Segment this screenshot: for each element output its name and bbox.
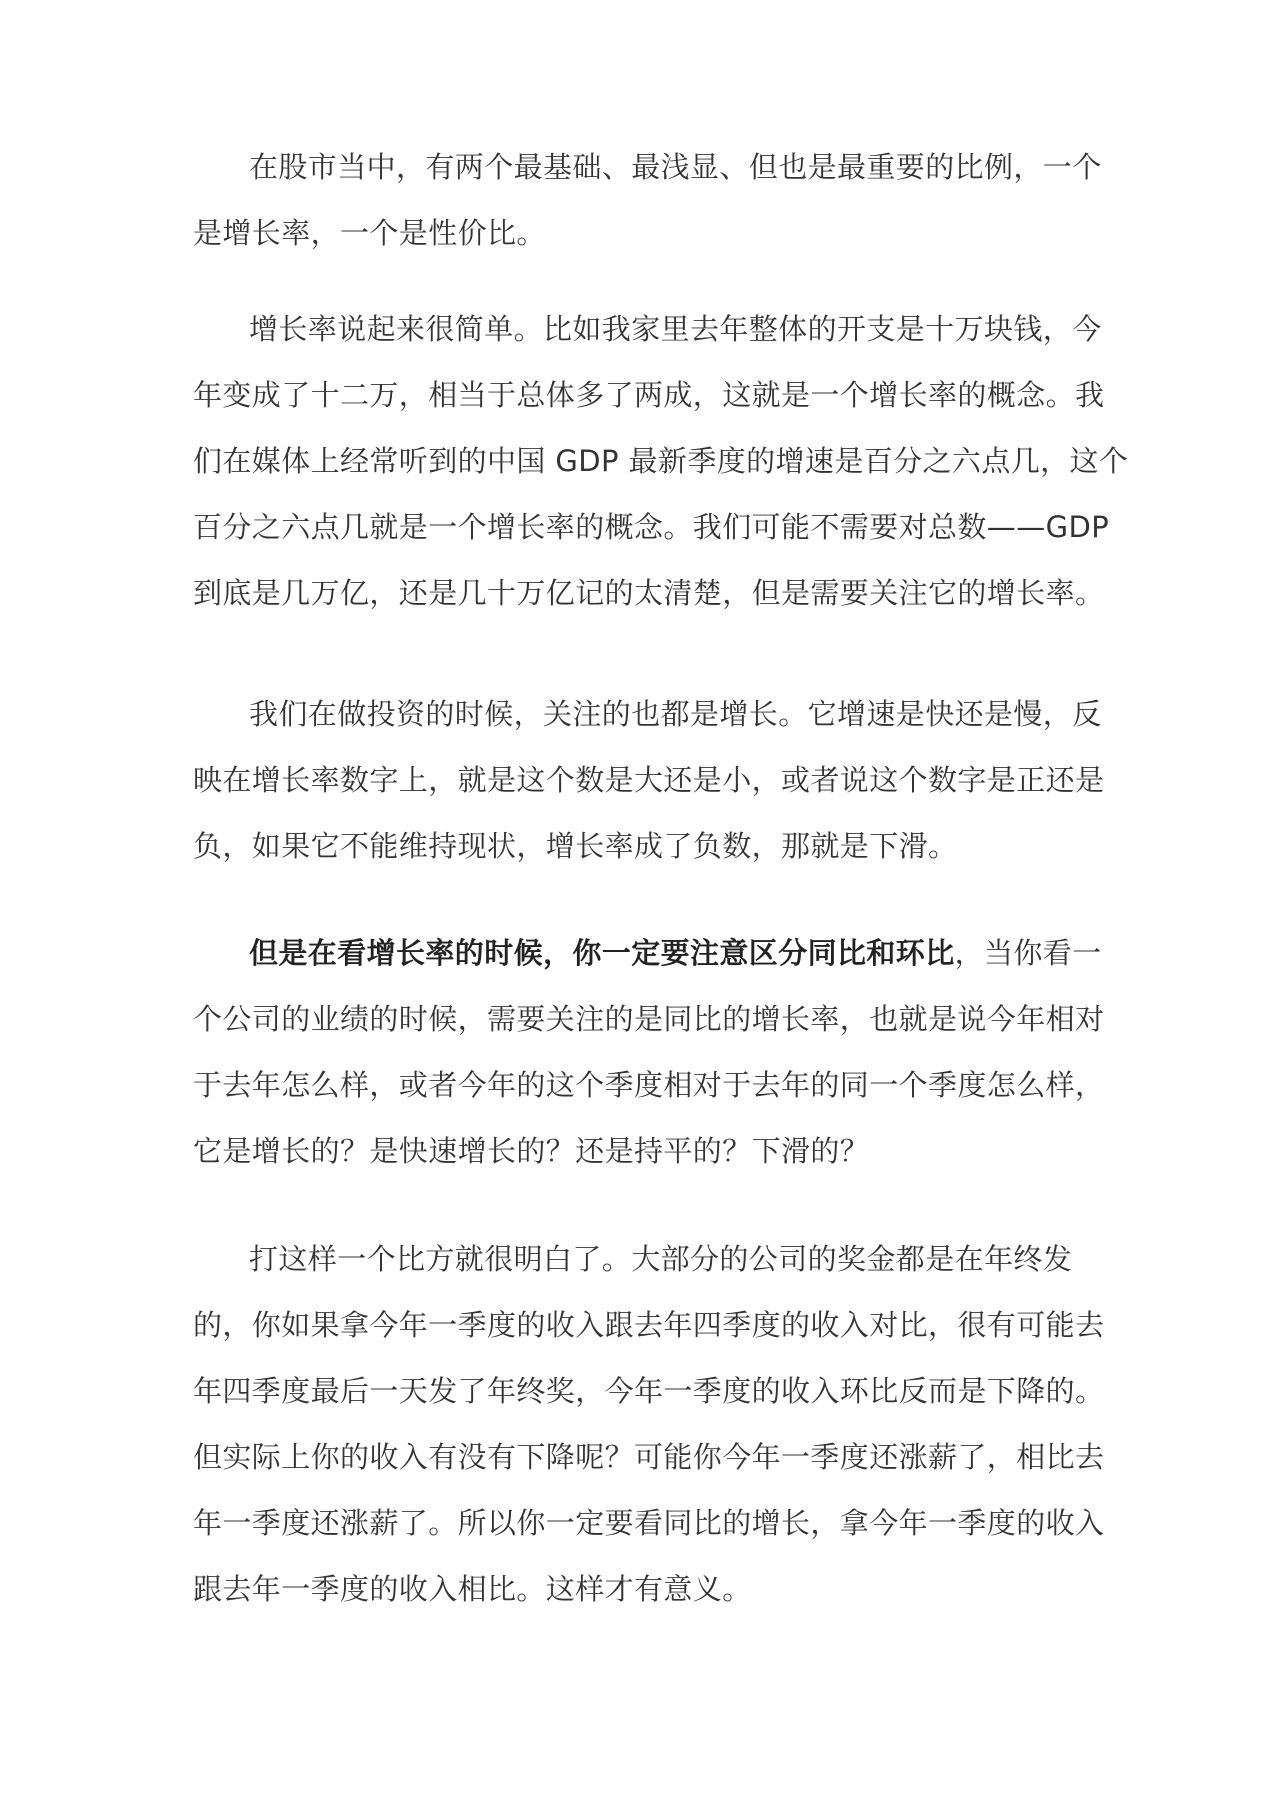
paragraph-line: 们在媒体上经常听到的中国 GDP 最新季度的增速是百分之六点几，这个 bbox=[193, 444, 1129, 478]
paragraph-line: 年变成了十二万，相当于总体多了两成，这就是一个增长率的概念。我 bbox=[193, 378, 1105, 412]
paragraph-line: 年一季度还涨薪了。所以你一定要看同比的增长，拿今年一季度的收入 bbox=[193, 1506, 1105, 1540]
lead-continuation: ，当你看一 bbox=[954, 936, 1102, 970]
paragraph-line: 个公司的业绩的时候，需要关注的是同比的增长率，也就是说今年相对 bbox=[193, 1002, 1105, 1036]
paragraph-line-lead bbox=[193, 920, 1102, 986]
paragraph-line: 我们在做投资的时候，关注的也都是增长。它增速是快还是慢，反 bbox=[249, 697, 1102, 731]
paragraph-1 bbox=[193, 134, 1102, 266]
paragraph-line: 在股市当中，有两个最基础、最浅显、但也是最重要的比例，一个 bbox=[249, 150, 1102, 184]
paragraph-line: 年四季度最后一天发了年终奖，今年一季度的收入环比反而是下降的。 bbox=[193, 1374, 1105, 1408]
paragraph-line: 打这样一个比方就很明白了。大部分的公司的奖金都是在年终发 bbox=[249, 1242, 1073, 1276]
paragraph-line: 映在增长率数字上，就是这个数是大还是小，或者说这个数字是正还是 bbox=[193, 763, 1105, 797]
paragraph-line: 增长率说起来很简单。比如我家里去年整体的开支是十万块钱，今 bbox=[249, 312, 1102, 346]
paragraph-line: 但实际上你的收入有没有下降呢？可能你今年一季度还涨薪了，相比去 bbox=[193, 1440, 1105, 1474]
paragraph-line: 到底是几万亿，还是几十万亿记的太清楚，但是需要关注它的增长率。 bbox=[193, 576, 1105, 610]
bold-emphasis: 但是在看增长率的时候，你一定要注意区分同比和环比 bbox=[249, 936, 955, 970]
paragraph-2 bbox=[193, 296, 1129, 626]
paragraph-line: 于去年怎么样，或者今年的这个季度相对于去年的同一个季度怎么样， bbox=[193, 1068, 1105, 1102]
paragraph-line: 跟去年一季度的收入相比。这样才有意义。 bbox=[193, 1572, 752, 1606]
paragraph-line: 是增长率，一个是性价比。 bbox=[193, 216, 546, 250]
paragraph-5 bbox=[193, 1226, 1105, 1622]
paragraph-4 bbox=[193, 920, 1105, 1184]
paragraph-3 bbox=[193, 681, 1105, 879]
paragraph-line: 它是增长的？是快速增长的？还是持平的？下滑的？ bbox=[193, 1134, 870, 1168]
paragraph-line: 的，你如果拿今年一季度的收入跟去年四季度的收入对比，很有可能去 bbox=[193, 1308, 1105, 1342]
paragraph-line: 负，如果它不能维持现状，增长率成了负数，那就是下滑。 bbox=[193, 829, 958, 863]
paragraph-line: 百分之六点几就是一个增长率的概念。我们可能不需要对总数——GDP bbox=[193, 510, 1110, 544]
